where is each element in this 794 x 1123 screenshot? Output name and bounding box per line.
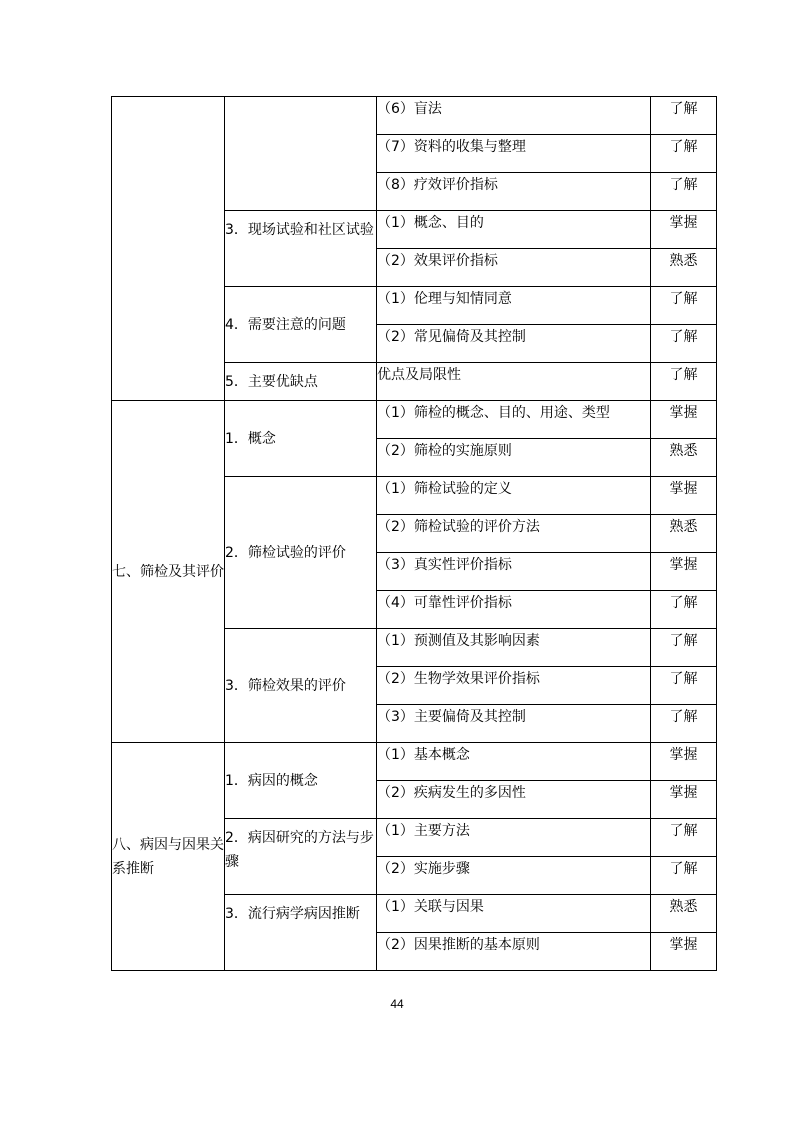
item-cell: （6）盲法 bbox=[377, 97, 651, 135]
table-row bbox=[112, 97, 717, 135]
level-cell: 了解 bbox=[651, 135, 717, 173]
item-cell: （1）关联与因果 bbox=[377, 895, 651, 933]
topic-cell: 3．筛检效果的评价 bbox=[225, 629, 377, 743]
level-cell: 了解 bbox=[651, 819, 717, 857]
unit-cell: 八、病因与因果关系推断 bbox=[112, 743, 225, 971]
item-cell: （2）生物学效果评价指标 bbox=[377, 667, 651, 705]
item-cell: （2）效果评价指标 bbox=[377, 249, 651, 287]
level-cell: 了解 bbox=[651, 97, 717, 135]
item-cell: （2）筛检的实施原则 bbox=[377, 439, 651, 477]
level-cell: 了解 bbox=[651, 667, 717, 705]
level-cell: 了解 bbox=[651, 857, 717, 895]
item-cell: （8）疗效评价指标 bbox=[377, 173, 651, 211]
unit-cell: 七、筛检及其评价 bbox=[112, 401, 225, 743]
level-cell: 了解 bbox=[651, 287, 717, 325]
table-row bbox=[112, 401, 717, 439]
item-cell: （2）常见偏倚及其控制 bbox=[377, 325, 651, 363]
level-cell: 掌握 bbox=[651, 401, 717, 439]
level-cell: 掌握 bbox=[651, 553, 717, 591]
topic-cell: 1．概念 bbox=[225, 401, 377, 477]
level-cell: 掌握 bbox=[651, 743, 717, 781]
item-cell: （2）疾病发生的多因性 bbox=[377, 781, 651, 819]
level-cell: 熟悉 bbox=[651, 515, 717, 553]
topic-cell: 2．筛检试验的评价 bbox=[225, 477, 377, 629]
item-cell: （3）主要偏倚及其控制 bbox=[377, 705, 651, 743]
item-cell: （1）主要方法 bbox=[377, 819, 651, 857]
level-cell: 了解 bbox=[651, 705, 717, 743]
topic-cell: 2．病因研究的方法与步骤 bbox=[225, 819, 377, 895]
item-cell: （3）真实性评价指标 bbox=[377, 553, 651, 591]
level-cell: 掌握 bbox=[651, 477, 717, 515]
item-cell: 优点及局限性 bbox=[377, 363, 651, 401]
level-cell: 了解 bbox=[651, 629, 717, 667]
topic-cell: 3．流行病学病因推断 bbox=[225, 895, 377, 971]
item-cell: （1）基本概念 bbox=[377, 743, 651, 781]
item-cell: （1）概念、目的 bbox=[377, 211, 651, 249]
level-cell: 了解 bbox=[651, 325, 717, 363]
item-cell: （2）因果推断的基本原则 bbox=[377, 933, 651, 971]
level-cell: 了解 bbox=[651, 591, 717, 629]
level-cell: 熟悉 bbox=[651, 249, 717, 287]
item-cell: （7）资料的收集与整理 bbox=[377, 135, 651, 173]
item-cell: （1）预测值及其影响因素 bbox=[377, 629, 651, 667]
topic-cell: 4．需要注意的问题 bbox=[225, 287, 377, 363]
topic-cell bbox=[225, 97, 377, 211]
item-cell: （2）筛检试验的评价方法 bbox=[377, 515, 651, 553]
topic-cell: 3．现场试验和社区试验 bbox=[225, 211, 377, 287]
level-cell: 掌握 bbox=[651, 781, 717, 819]
level-cell: 掌握 bbox=[651, 933, 717, 971]
level-cell: 掌握 bbox=[651, 211, 717, 249]
table-row bbox=[112, 743, 717, 781]
topic-cell: 1．病因的概念 bbox=[225, 743, 377, 819]
level-cell: 了解 bbox=[651, 363, 717, 401]
level-cell: 熟悉 bbox=[651, 895, 717, 933]
unit-cell bbox=[112, 97, 225, 401]
level-cell: 熟悉 bbox=[651, 439, 717, 477]
item-cell: （1）筛检试验的定义 bbox=[377, 477, 651, 515]
item-cell: （1）伦理与知情同意 bbox=[377, 287, 651, 325]
topic-cell: 5．主要优缺点 bbox=[225, 363, 377, 401]
item-cell: （4）可靠性评价指标 bbox=[377, 591, 651, 629]
page-number: 44 bbox=[390, 997, 404, 1011]
item-cell: （2）实施步骤 bbox=[377, 857, 651, 895]
item-cell: （1）筛检的概念、目的、用途、类型 bbox=[377, 401, 651, 439]
syllabus-table bbox=[111, 96, 717, 971]
level-cell: 了解 bbox=[651, 173, 717, 211]
